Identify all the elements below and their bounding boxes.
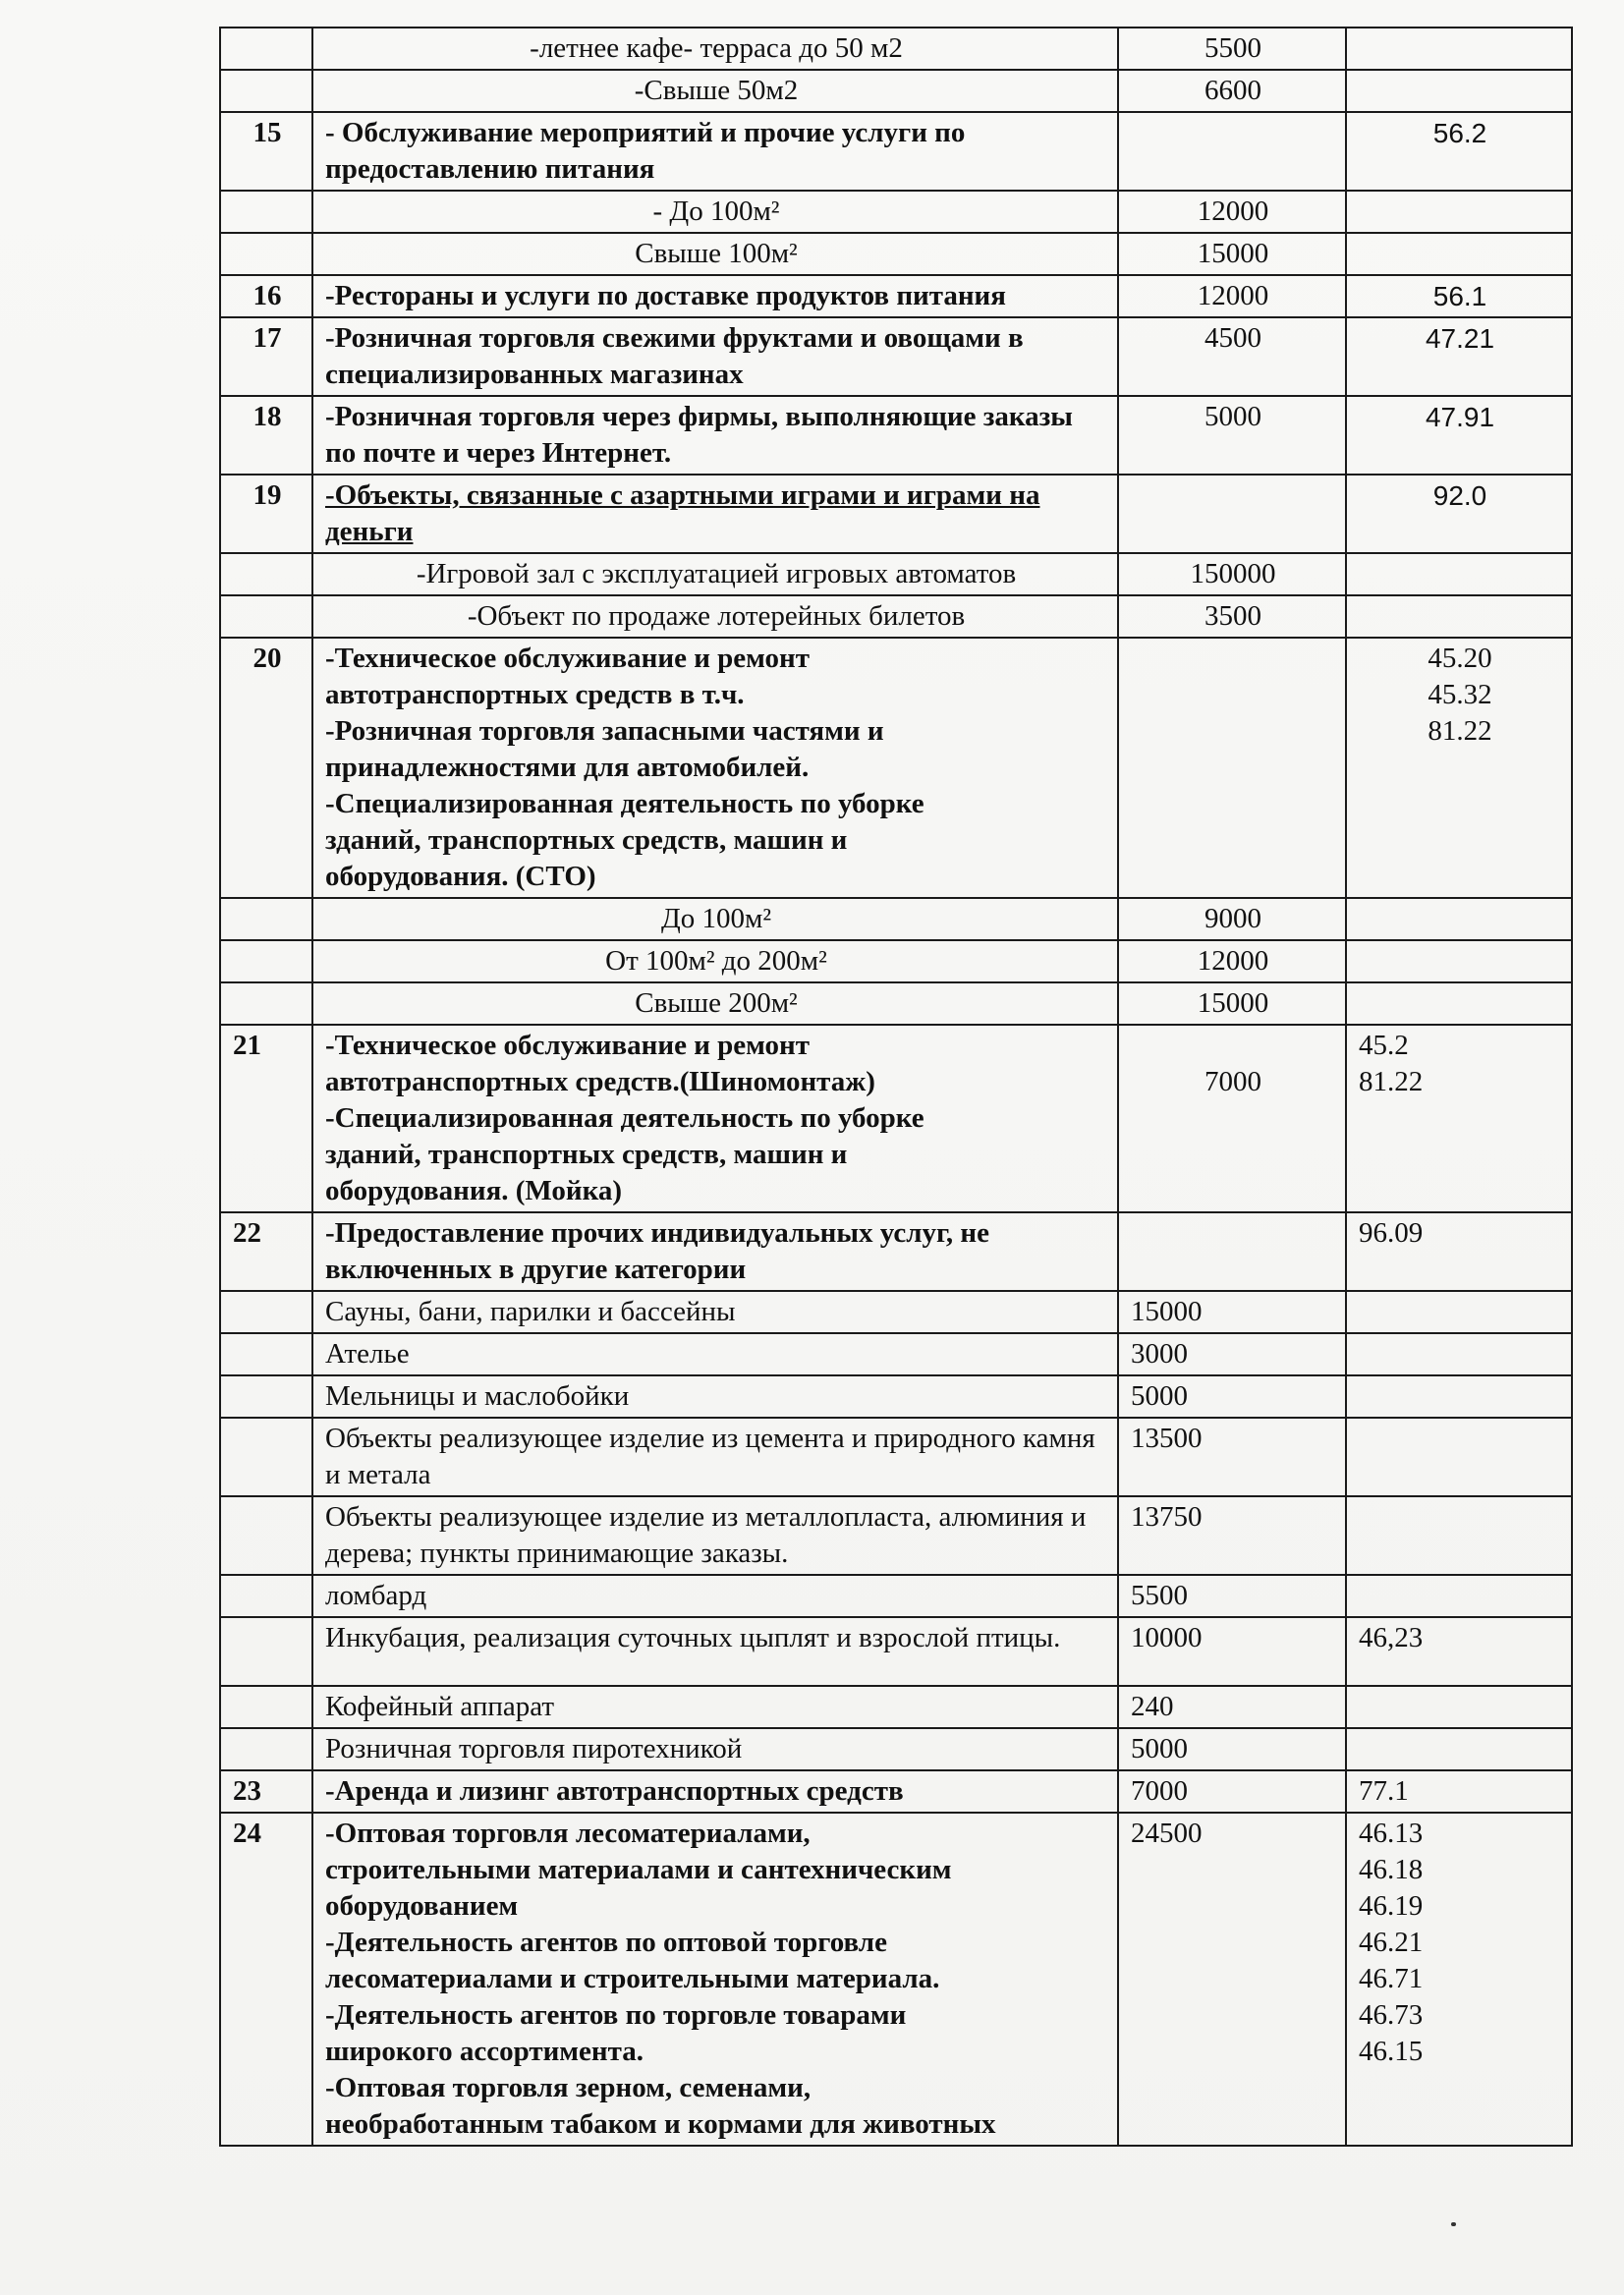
row-activity-code <box>1346 1333 1572 1375</box>
tariff-table <box>219 27 1573 2147</box>
description-line: принадлежностями для автомобилей. <box>325 752 810 783</box>
row-number <box>220 1575 312 1617</box>
description-text: -Объект по продаже лотерейных билетов <box>467 600 966 632</box>
row-description <box>312 275 1118 317</box>
row-number <box>220 233 312 275</box>
row-number <box>220 1728 312 1770</box>
row-description <box>312 1770 1118 1813</box>
row-activity-code <box>1346 1496 1572 1575</box>
table-subrow <box>220 1496 1572 1575</box>
row-price: 5000 <box>1118 1728 1346 1770</box>
description-text: -Розничная торговля через фирмы, выполняющие заказы по почте и через Интернет. <box>325 401 1073 469</box>
table-subrow <box>220 1333 1572 1375</box>
table-row-15 <box>220 112 1572 191</box>
description-line: -Деятельность агентов по оптовой торговле <box>325 1927 887 1958</box>
row-activity-code <box>1346 595 1572 638</box>
activity-code-line: 46.15 <box>1359 2036 1424 2067</box>
tariff-table-body <box>220 28 1572 2146</box>
description-text: Объекты реализующее изделие из металлопласта, алюминия и дерева; пункты принимающие заказы. <box>325 1501 1087 1569</box>
table-row-17 <box>220 317 1572 396</box>
row-price: 13750 <box>1118 1496 1346 1575</box>
row-price: 15000 <box>1118 1291 1346 1333</box>
description-text: -Розничная торговля свежими фруктами и овощами в специализированных магазинах <box>325 322 1024 390</box>
row-activity-code <box>1346 898 1572 940</box>
row-number <box>220 982 312 1025</box>
table-subrow <box>220 1686 1572 1728</box>
table-subrow <box>220 191 1572 233</box>
row-description <box>312 595 1118 638</box>
row-activity-code: 56.2 <box>1346 112 1572 191</box>
row-number: 19 <box>220 475 312 553</box>
activity-code-line: 46.71 <box>1359 1963 1424 1994</box>
activity-code-line: 46.73 <box>1359 1999 1424 2031</box>
table-subrow <box>220 1418 1572 1496</box>
activity-code-line: 46.18 <box>1359 1854 1424 1885</box>
description-text: До 100м² <box>660 903 772 934</box>
row-price <box>1118 638 1346 898</box>
description-line: -Оптовая торговля зерном, семенами, <box>325 2072 812 2103</box>
row-description <box>312 898 1118 940</box>
row-number <box>220 1617 312 1686</box>
description-line: -Розничная торговля запасными частями и <box>325 715 884 747</box>
description-line: автотранспортных средств в т.ч. <box>325 679 745 710</box>
row-activity-code <box>1346 1291 1572 1333</box>
description-text: -летнее кафе- терраса до 50 м2 <box>530 32 903 64</box>
row-price: 5000 <box>1118 1375 1346 1418</box>
description-text: Мельницы и маслобойки <box>325 1380 630 1412</box>
table-subrow <box>220 940 1572 982</box>
description-line: -Специализированная деятельность по уборке <box>325 788 924 819</box>
row-price: 13500 <box>1118 1418 1346 1496</box>
description-text: Инкубация, реализация суточных цыплят и взрослой птицы. <box>325 1622 1061 1653</box>
description-line: -Специализированная деятельность по уборке <box>325 1102 924 1134</box>
row-activity-code <box>1346 1813 1572 2146</box>
row-price: 24500 <box>1118 1813 1346 2146</box>
row-description <box>312 1728 1118 1770</box>
row-number: 16 <box>220 275 312 317</box>
row-description <box>312 112 1118 191</box>
row-number: 20 <box>220 638 312 898</box>
description-line: -Техническое обслуживание и ремонт <box>325 1030 810 1061</box>
description-text: ломбард <box>325 1580 427 1611</box>
row-number: 21 <box>220 1025 312 1212</box>
row-price: 10000 <box>1118 1617 1346 1686</box>
row-price: 12000 <box>1118 940 1346 982</box>
row-activity-code: 47.21 <box>1346 317 1572 396</box>
row-activity-code <box>1346 28 1572 70</box>
row-activity-code <box>1346 191 1572 233</box>
table-subrow <box>220 1575 1572 1617</box>
row-number <box>220 70 312 112</box>
row-activity-code: 96.09 <box>1346 1212 1572 1291</box>
description-line: зданий, транспортных средств, машин и <box>325 1139 848 1170</box>
table-row-19 <box>220 475 1572 553</box>
table-subrow <box>220 1728 1572 1770</box>
description-text: -Игровой зал с эксплуатацией игровых автоматов <box>416 558 1017 589</box>
row-description <box>312 475 1118 553</box>
activity-code-line: 46.19 <box>1359 1890 1424 1922</box>
table-subrow <box>220 982 1572 1025</box>
row-number: 17 <box>220 317 312 396</box>
row-number <box>220 940 312 982</box>
table-subrow <box>220 898 1572 940</box>
row-number <box>220 595 312 638</box>
row-activity-code <box>1346 553 1572 595</box>
row-price: 7000 <box>1118 1025 1346 1212</box>
row-activity-code <box>1346 1375 1572 1418</box>
description-line: -Оптовая торговля лесоматериалами, <box>325 1818 811 1849</box>
row-activity-code: 46,23 <box>1346 1617 1572 1686</box>
row-number <box>220 898 312 940</box>
row-description <box>312 1291 1118 1333</box>
table-subrow <box>220 28 1572 70</box>
activity-code-line: 45.20 <box>1428 643 1492 674</box>
row-description <box>312 1333 1118 1375</box>
row-number <box>220 1291 312 1333</box>
description-line: оборудования. (Мойка) <box>325 1175 623 1206</box>
row-price: 9000 <box>1118 898 1346 940</box>
description-line: необработанным табаком и кормами для животных <box>325 2108 996 2140</box>
row-price: 12000 <box>1118 275 1346 317</box>
row-description <box>312 982 1118 1025</box>
row-activity-code: 47.91 <box>1346 396 1572 475</box>
description-text: От 100м² до 200м² <box>605 945 827 977</box>
row-activity-code: 77.1 <box>1346 1770 1572 1813</box>
row-description <box>312 1025 1118 1212</box>
row-number <box>220 191 312 233</box>
row-activity-code <box>1346 1728 1572 1770</box>
description-text: Свыше 200м² <box>635 987 798 1019</box>
description-text: Кофейный аппарат <box>325 1691 555 1722</box>
description-text: Розничная торговля пиротехникой <box>325 1733 743 1764</box>
description-text: Ателье <box>325 1338 410 1370</box>
row-number: 24 <box>220 1813 312 2146</box>
description-line: зданий, транспортных средств, машин и <box>325 824 848 856</box>
row-price: 4500 <box>1118 317 1346 396</box>
table-row-22 <box>220 1212 1572 1291</box>
row-price: 15000 <box>1118 233 1346 275</box>
table-row-21 <box>220 1025 1572 1212</box>
row-activity-code <box>1346 233 1572 275</box>
row-price: 5000 <box>1118 396 1346 475</box>
description-line: широкого ассортимента. <box>325 2036 644 2067</box>
row-activity-code <box>1346 982 1572 1025</box>
row-description <box>312 1575 1118 1617</box>
description-line: оборудованием <box>325 1890 519 1922</box>
row-number <box>220 1375 312 1418</box>
row-activity-code <box>1346 1025 1572 1212</box>
table-row-18 <box>220 396 1572 475</box>
row-description <box>312 940 1118 982</box>
row-number <box>220 553 312 595</box>
row-activity-code <box>1346 70 1572 112</box>
row-price <box>1118 1212 1346 1291</box>
row-activity-code: 56.1 <box>1346 275 1572 317</box>
description-text: -Аренда и лизинг автотранспортных средств <box>325 1775 904 1807</box>
row-number <box>220 28 312 70</box>
table-subrow <box>220 1375 1572 1418</box>
row-price: 7000 <box>1118 1770 1346 1813</box>
activity-code-line: 46.21 <box>1359 1927 1424 1958</box>
row-number: 18 <box>220 396 312 475</box>
table-subrow <box>220 595 1572 638</box>
row-description <box>312 1212 1118 1291</box>
row-description <box>312 1813 1118 2146</box>
row-price: 150000 <box>1118 553 1346 595</box>
table-subrow <box>220 233 1572 275</box>
description-text: -Предоставление прочих индивидуальных услуг, не включенных в другие категории <box>325 1217 989 1285</box>
row-price: 5500 <box>1118 28 1346 70</box>
row-number <box>220 1418 312 1496</box>
row-number <box>220 1496 312 1575</box>
row-activity-code: 92.0 <box>1346 475 1572 553</box>
row-activity-code <box>1346 1575 1572 1617</box>
activity-code-line: 81.22 <box>1428 715 1492 747</box>
row-price: 3500 <box>1118 595 1346 638</box>
activity-code-line: 45.32 <box>1428 679 1492 710</box>
description-text: -Рестораны и услуги по доставке продуктов питания <box>325 280 1006 311</box>
description-text: Объекты реализующее изделие из цемента и природного камня и метала <box>325 1423 1095 1490</box>
row-price: 3000 <box>1118 1333 1346 1375</box>
row-price: 6600 <box>1118 70 1346 112</box>
row-price: 5500 <box>1118 1575 1346 1617</box>
row-description <box>312 28 1118 70</box>
description-line: -Деятельность агентов по торговле товарами <box>325 1999 907 2031</box>
table-subrow <box>220 1291 1572 1333</box>
description-line: оборудования. (СТО) <box>325 861 596 892</box>
table-row-20 <box>220 638 1572 898</box>
row-description <box>312 638 1118 898</box>
row-price: 12000 <box>1118 191 1346 233</box>
description-line: -Техническое обслуживание и ремонт <box>325 643 810 674</box>
row-price: 15000 <box>1118 982 1346 1025</box>
description-text: - До 100м² <box>652 196 780 227</box>
description-text: - Обслуживание мероприятий и прочие услуги по предоставлению питания <box>325 117 966 185</box>
row-description <box>312 553 1118 595</box>
table-subrow <box>220 1617 1572 1686</box>
row-description <box>312 191 1118 233</box>
row-number: 15 <box>220 112 312 191</box>
row-number: 23 <box>220 1770 312 1813</box>
row-description <box>312 1686 1118 1728</box>
row-description <box>312 317 1118 396</box>
row-number <box>220 1686 312 1728</box>
description-line: лесоматериалами и строительными материала. <box>325 1963 940 1994</box>
table-row-23 <box>220 1770 1572 1813</box>
row-description <box>312 1617 1118 1686</box>
row-description <box>312 396 1118 475</box>
table-row-24 <box>220 1813 1572 2146</box>
row-number <box>220 1333 312 1375</box>
row-description <box>312 1375 1118 1418</box>
description-text: -Свыше 50м2 <box>634 75 799 106</box>
row-activity-code <box>1346 940 1572 982</box>
description-line: автотранспортных средств.(Шиномонтаж) <box>325 1066 875 1097</box>
description-text: Свыше 100м² <box>635 238 798 269</box>
row-activity-code <box>1346 638 1572 898</box>
row-activity-code <box>1346 1418 1572 1496</box>
scan-speck <box>1451 2222 1456 2226</box>
description-text: Сауны, бани, парилки и бассейны <box>325 1296 736 1327</box>
row-price <box>1118 475 1346 553</box>
row-activity-code <box>1346 1686 1572 1728</box>
activity-code-line: 81.22 <box>1359 1066 1424 1097</box>
row-price: 240 <box>1118 1686 1346 1728</box>
row-description <box>312 1418 1118 1496</box>
activity-code-line: 46.13 <box>1359 1818 1424 1849</box>
row-description <box>312 1496 1118 1575</box>
row-price <box>1118 112 1346 191</box>
table-subrow <box>220 70 1572 112</box>
table-subrow <box>220 553 1572 595</box>
table-row-16 <box>220 275 1572 317</box>
row-description <box>312 70 1118 112</box>
activity-code-line: 45.2 <box>1359 1030 1409 1061</box>
description-text: -Объекты, связанные с азартными играми и играми на деньги <box>325 479 1040 547</box>
row-number: 22 <box>220 1212 312 1291</box>
description-line: строительными материалами и сантехническим <box>325 1854 952 1885</box>
row-description <box>312 233 1118 275</box>
